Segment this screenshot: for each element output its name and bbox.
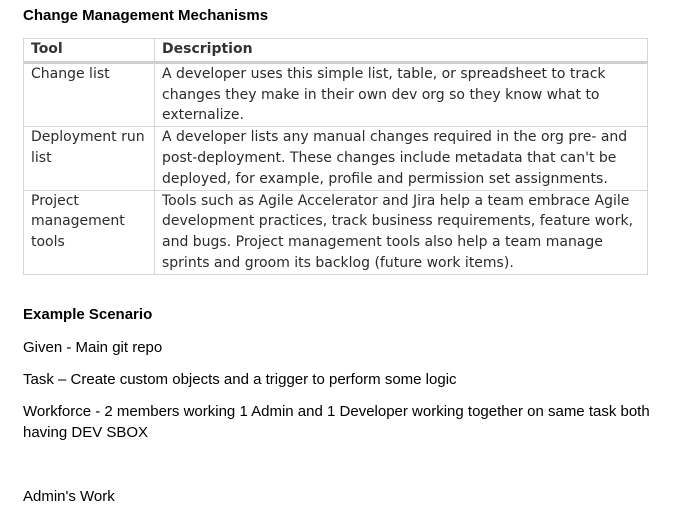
table-header-row (24, 39, 648, 63)
change-management-table (23, 38, 648, 275)
table-row (24, 127, 648, 190)
description-cell: A developer uses this simple list, table, or spreadsheet to track changes they make in their own dev org so they know what to externalize. (155, 62, 648, 126)
admin-work-line: Admin's Work (23, 488, 115, 505)
table-row (24, 62, 648, 126)
scenario-title: Example Scenario (23, 306, 153, 323)
section-title: Change Management Mechanisms (23, 7, 269, 24)
table-row (24, 190, 648, 274)
tool-cell: Change list (24, 62, 155, 126)
header-description: Description (155, 39, 648, 63)
given-line: Given - Main git repo (23, 339, 163, 356)
description-cell: A developer lists any manual changes required in the org pre- and post-deployment. These changes include metadata that can't be deployed, for example, profile and permission set assignments. (155, 127, 648, 190)
task-line: Task – Create custom objects and a trigger to perform some logic (23, 371, 457, 388)
tool-cell: Deployment run list (24, 127, 155, 190)
workforce-line: Workforce - 2 members working 1 Admin and 1 Developer working together on same task both having DEV SBOX (23, 403, 650, 441)
description-cell: Tools such as Agile Accelerator and Jira help a team embrace Agile development practices, track business requirements, feature work, and bugs. Project management tools also help a team manage sprints and groom its backlog (future work items). (155, 190, 648, 274)
tool-cell: Project management tools (24, 190, 155, 274)
header-tool: Tool (24, 39, 155, 63)
